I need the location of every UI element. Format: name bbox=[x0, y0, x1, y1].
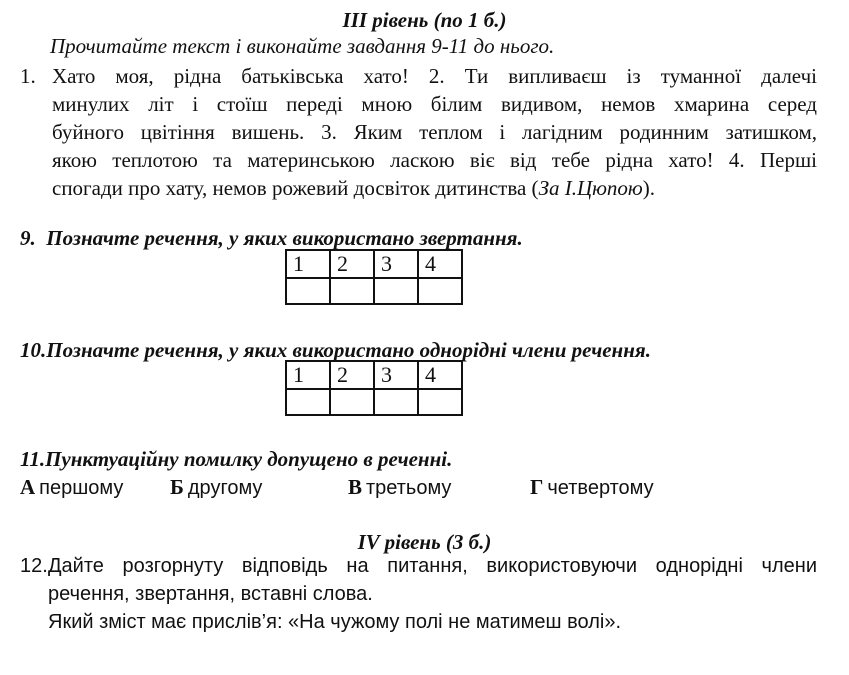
task-10-answer-cell-3[interactable] bbox=[374, 389, 418, 415]
level-3-title: III рівень (по 1 б.) bbox=[342, 8, 507, 32]
task-9-question bbox=[20, 226, 523, 251]
task-9-header-3: 3 bbox=[374, 250, 418, 278]
task-11-number: 11. bbox=[20, 447, 46, 471]
task-11-text: Пунктуаційну помилку допущено в реченні. bbox=[45, 447, 453, 471]
task-10-answer-cell-4[interactable] bbox=[418, 389, 462, 415]
task-11-option-v[interactable] bbox=[348, 475, 451, 500]
task-9-header-2: 2 bbox=[330, 250, 374, 278]
reading-text-line-5 bbox=[52, 176, 655, 201]
task-10-text: Позначте речення, у яких використано однорідні члени речення. bbox=[46, 338, 651, 362]
reading-text-source: За І.Цюпою bbox=[538, 176, 643, 200]
reading-text-line-4: якою теплотою та материнською ласкою віє від тебе рідна хато! 4. Перші bbox=[52, 148, 817, 172]
task-9-header-1: 1 bbox=[286, 250, 330, 278]
task-9-answer-grid bbox=[285, 249, 463, 305]
level-4-title: IV рівень (3 б.) bbox=[357, 530, 492, 554]
option-v-text: третьому bbox=[366, 477, 452, 499]
reading-text-line-5-body: спогади про хату, немов рожевий досвіток дитинства ( bbox=[52, 176, 539, 200]
task-10-header-4: 4 bbox=[418, 361, 462, 389]
task-9-answer-cell-3[interactable] bbox=[374, 278, 418, 304]
task-10-answer-grid bbox=[285, 360, 463, 416]
option-a-text: першому bbox=[39, 477, 124, 499]
option-v-letter: В bbox=[348, 475, 363, 499]
task-12-line-1: Дайте розгорнуту відповідь на питання, використовуючи однорідні члени bbox=[48, 555, 817, 577]
task-10-number: 10. bbox=[20, 338, 47, 362]
task-9-answer-cell-4[interactable] bbox=[418, 278, 462, 304]
task-11-option-a[interactable] bbox=[20, 475, 123, 500]
reading-text-line-5-end: ). bbox=[642, 176, 655, 200]
task-9-answer-cell-2[interactable] bbox=[330, 278, 374, 304]
option-a-letter: А bbox=[20, 475, 36, 499]
level-3-instruction: Прочитайте текст і виконайте завдання 9-11 до нього. bbox=[50, 34, 555, 58]
task-11-question bbox=[20, 447, 452, 472]
task-10-answer-cell-1[interactable] bbox=[286, 389, 330, 415]
reading-text-line-3: буйного цвітіння вишень. 3. Яким теплом і лагідним родинним затишком, bbox=[52, 120, 817, 144]
task-12-line-2: речення, звертання, вставні слова. bbox=[48, 583, 373, 605]
task-9-answer-cell-1[interactable] bbox=[286, 278, 330, 304]
task-12-question: Який зміст має прислів’я: «На чужому полі не матимеш волі». bbox=[48, 611, 622, 633]
task-10-header-2: 2 bbox=[330, 361, 374, 389]
task-11-option-b[interactable] bbox=[170, 475, 262, 500]
task-11-option-g[interactable] bbox=[530, 475, 654, 500]
reading-text-line-2: минулих літ і стоїш переді мною білим видивом, немов хмарина серед bbox=[52, 92, 817, 116]
task-9-header-4: 4 bbox=[418, 250, 462, 278]
reading-text-number: 1. bbox=[20, 64, 36, 88]
reading-text-line-1: Хато моя, рідна батьківська хато! 2. Ти випливаєш із туманної далечі bbox=[52, 64, 817, 88]
option-g-text: четвертому bbox=[547, 477, 654, 499]
option-b-text: другому bbox=[187, 477, 263, 499]
task-9-text: Позначте речення, у яких використано звертання. bbox=[46, 226, 523, 250]
option-b-letter: Б bbox=[170, 475, 184, 499]
option-g-letter: Г bbox=[530, 475, 544, 499]
task-10-answer-cell-2[interactable] bbox=[330, 389, 374, 415]
task-12-number: 12. bbox=[20, 555, 48, 577]
task-9-number: 9. bbox=[20, 226, 36, 250]
task-10-header-1: 1 bbox=[286, 361, 330, 389]
task-10-header-3: 3 bbox=[374, 361, 418, 389]
